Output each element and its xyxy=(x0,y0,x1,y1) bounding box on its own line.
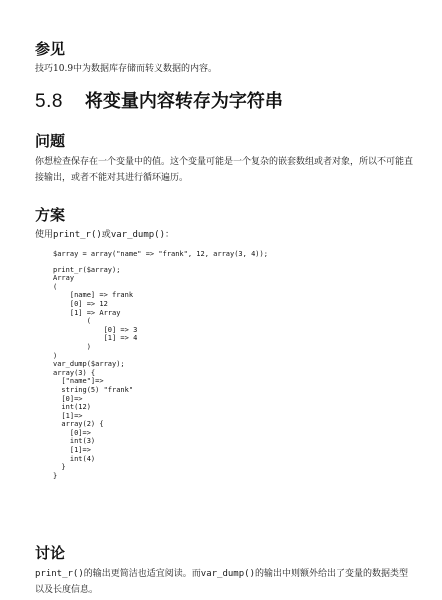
see-also-text: 技巧10.9中为数据库存储而转义数据的内容。 xyxy=(35,64,218,74)
code-line: print_r($array); xyxy=(53,265,121,274)
code-line: [1]=> xyxy=(53,411,83,420)
code-line: array(2) { xyxy=(53,420,104,429)
code-line: ["name"]=> xyxy=(53,377,104,386)
code-line: [0]=> xyxy=(53,394,83,403)
code-line: [0]=> xyxy=(53,428,91,437)
code-listing xyxy=(53,250,268,480)
solution-heading: 方案 xyxy=(35,206,66,224)
solution-intro-prefix: 使用 xyxy=(35,230,54,240)
code-line: } xyxy=(53,463,66,472)
code-line: [1] => 4 xyxy=(53,334,138,343)
code-line: [name] => frank xyxy=(53,291,134,300)
code-line xyxy=(53,259,268,266)
code-line: int(3) xyxy=(53,437,96,446)
code-line: [0] => 3 xyxy=(53,325,138,334)
code-line: array(3) { xyxy=(53,368,96,377)
code-line: int(4) xyxy=(53,454,96,463)
discussion-heading: 讨论 xyxy=(35,544,66,562)
code-line: int(12) xyxy=(53,403,91,412)
code-line: [1] => Array xyxy=(53,308,121,317)
code-line: ) xyxy=(53,351,58,360)
section-number: 5.8 xyxy=(35,91,63,112)
problem-text: 你想检查保存在一个变量中的值。这个变量可能是一个复杂的嵌套数组或者对象，所以不可能直接输出，或者不能对其进行循环遍历。 xyxy=(35,157,414,183)
see-also-heading: 参见 xyxy=(35,40,66,58)
code-line: ( xyxy=(53,317,91,326)
code-line: var_dump($array); xyxy=(53,360,125,369)
code-line: } xyxy=(53,471,58,480)
section-title xyxy=(35,91,283,113)
discussion-text-part1: 的输出更简洁也适宜阅读。而 xyxy=(83,569,201,579)
code-line: ( xyxy=(53,282,58,291)
discussion-text xyxy=(35,566,413,598)
code-line: Array xyxy=(53,274,75,283)
solution-intro-mid: 或 xyxy=(101,230,111,240)
solution-intro xyxy=(35,227,413,243)
section-title-text: 将变量内容转存为字符串 xyxy=(84,91,283,112)
code-line: [0] => 12 xyxy=(53,299,108,308)
solution-intro-suffix: ： xyxy=(165,230,175,240)
discussion-code-print-r: print_r() xyxy=(35,569,84,579)
solution-intro-code-print-r: print_r() xyxy=(53,230,102,240)
discussion-code-var-dump: var_dump() xyxy=(200,569,255,579)
code-line: $array = array("name" => "frank", 12, array(3, 4)); xyxy=(53,250,268,258)
code-line: string(5) "frank" xyxy=(53,385,134,394)
solution-intro-code-var-dump: var_dump() xyxy=(110,230,165,240)
problem-heading: 问题 xyxy=(35,132,66,150)
discussion-text-part2: 的输出中则额外给出了变量的数据类型以及长度信息。 xyxy=(35,569,408,595)
code-line: ) xyxy=(53,342,91,351)
code-line: [1]=> xyxy=(53,446,91,455)
